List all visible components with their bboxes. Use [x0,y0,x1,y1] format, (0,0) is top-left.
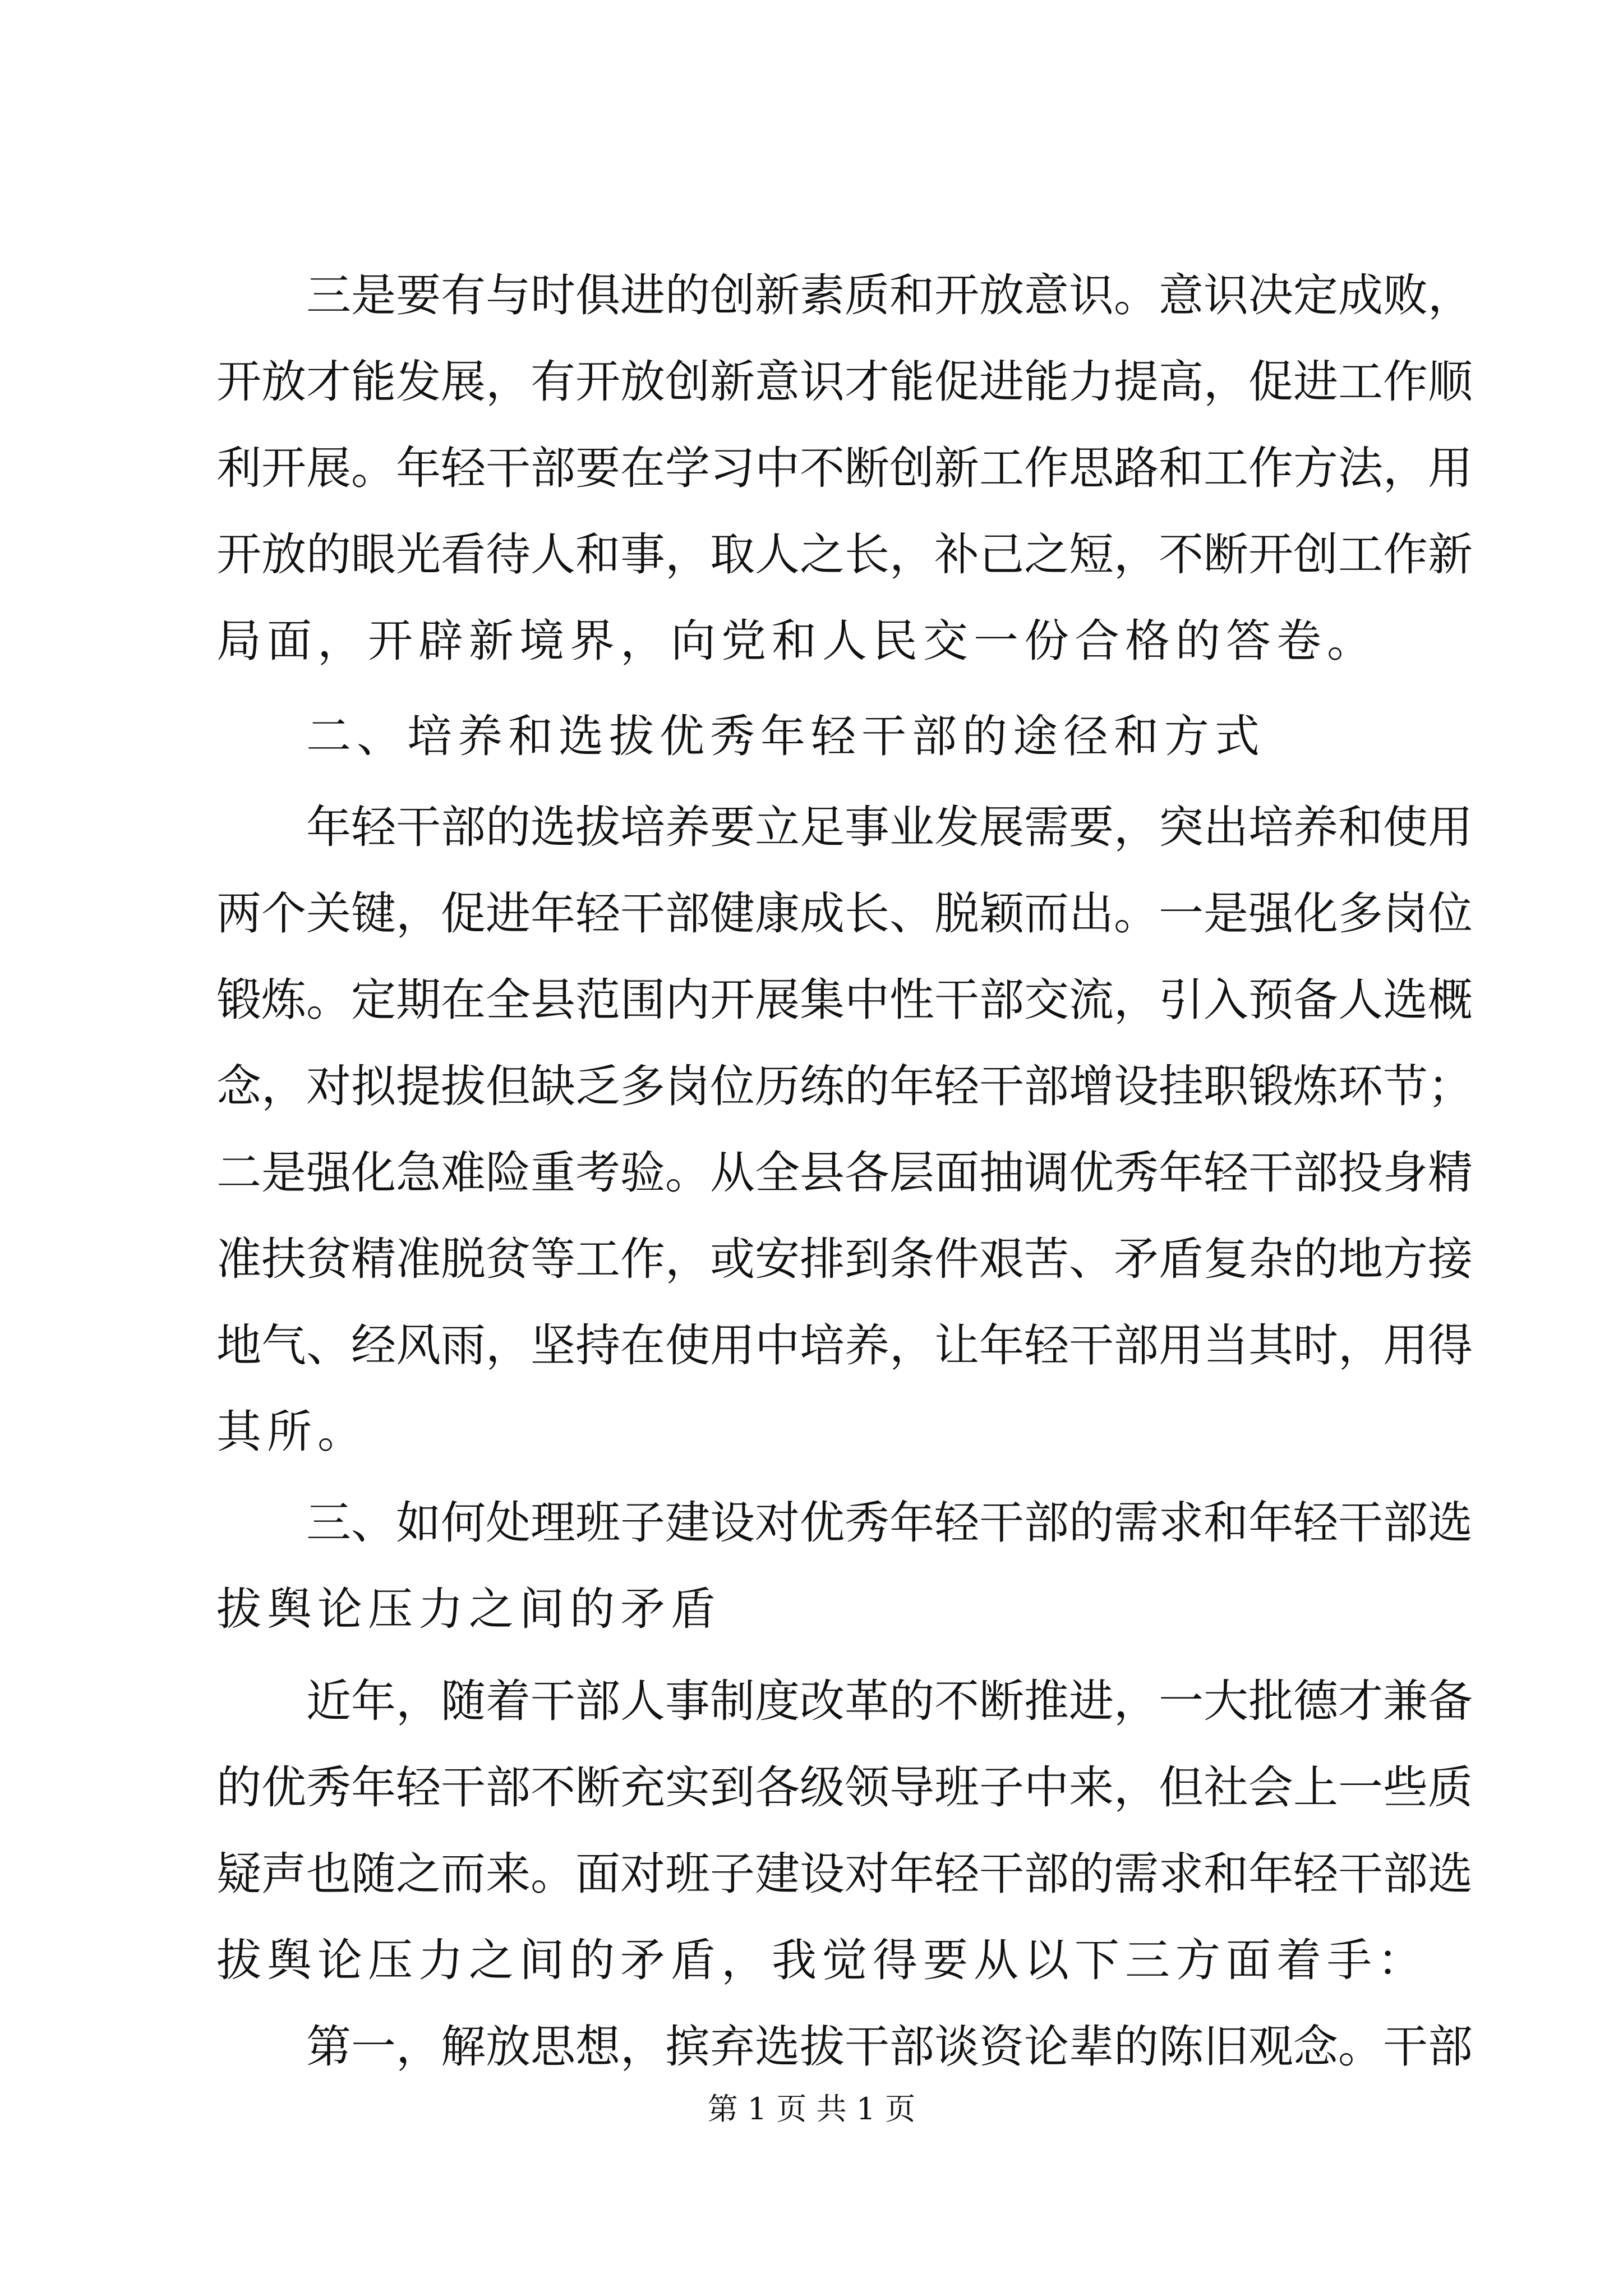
text-line: 开放才能发展，有开放创新意识才能促进能力提高，促进工作顺 [216,356,1473,408]
text-line: 的优秀年轻干部不断充实到各级领导班子中来，但社会上一些质 [216,1761,1473,1814]
text-line: 近年，随着干部人事制度改革的不断推进，一大批德才兼备 [306,1675,1473,1727]
section-heading: 三、如何处理班子建设对优秀年轻干部的需求和年轻干部选 [306,1497,1473,1549]
text-line: 拔舆论压力之间的矛盾，我觉得要从以下三方面着手： [216,1934,1428,1986]
section-heading: 二、培养和选拔优秀年轻干部的途径和方式 [306,710,1265,762]
text-line: 准扶贫精准脱贫等工作，或安排到条件艰苦、矛盾复杂的地方接 [216,1233,1473,1285]
text-line: 利开展。年轻干部要在学习中不断创新工作思路和工作方法，用 [216,442,1473,494]
page-footer: 第 1 页 共 1 页 [707,2091,916,2127]
text-line: 开放的眼光看待人和事，取人之长，补己之短，不断开创工作新 [216,528,1473,581]
text-line: 局面，开辟新境界，向党和人民交一份合格的答卷。 [216,615,1377,667]
text-line: 疑声也随之而来。面对班子建设对年轻干部的需求和年轻干部选 [216,1848,1473,1900]
text-line: 二是强化急难险重考验。从全县各层面抽调优秀年轻干部投身精 [216,1147,1473,1199]
text-line: 第一，解放思想，摈弃选拔干部谈资论辈的陈旧观念。干部 [306,2021,1473,2073]
text-line: 三是要有与时俱进的创新素质和开放意识。意识决定成败， [306,269,1473,321]
text-line: 锻炼。定期在全县范围内开展集中性干部交流，引入预备人选概 [216,974,1473,1026]
text-line: 两个关键，促进年轻干部健康成长、脱颖而出。一是强化多岗位 [216,887,1473,940]
text-line: 念，对拟提拔但缺乏多岗位历练的年轻干部增设挂职锻炼环节； [216,1060,1473,1112]
section-heading: 拔舆论压力之间的矛盾 [216,1583,721,1635]
text-line: 地气、经风雨，坚持在使用中培养，让年轻干部用当其时，用得 [216,1319,1473,1372]
text-line: 年轻干部的选拔培养要立足事业发展需要，突出培养和使用 [306,801,1473,853]
text-line: 其所。 [216,1406,368,1458]
